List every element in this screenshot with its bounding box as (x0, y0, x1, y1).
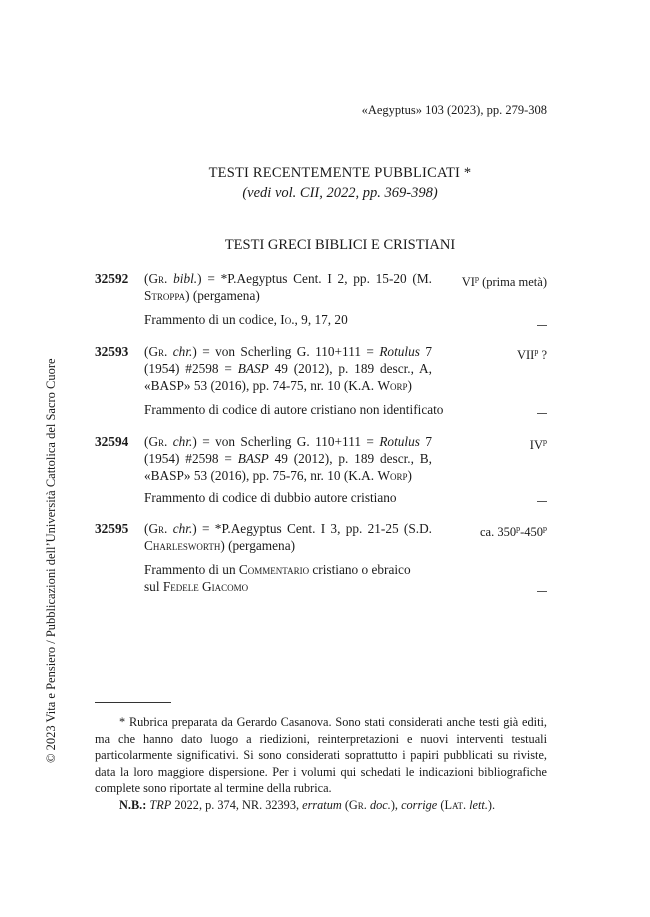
entry-number: 32594 (95, 434, 129, 449)
entry-reference: (Gr. bibl.) = *P.Aegyptus Cent. I 2, pp. 15-20 (M. Stroppa) (pergamena) (144, 271, 432, 303)
footnote-rule (95, 702, 171, 703)
footnote-nb: N.B.: TRP 2022, p. 374, NR. 32393, erratum (Gr. doc.), corrige (Lat. lett.). (119, 797, 496, 812)
journal-reference: «Aegyptus» 103 (2023), pp. 279-308 (361, 103, 547, 117)
ref-text: = *P.Aegyptus Cent. I 2, pp. 15-20 (M. (207, 271, 432, 286)
entry-number: 32595 (95, 521, 129, 536)
entry-dash (537, 501, 547, 502)
page-subtitle: (vedi vol. CII, 2022, pp. 369-398) (242, 185, 438, 201)
entry-date: $VI^p$ (prima metà) (461, 274, 547, 290)
entry-date: $IV^p$ (529, 437, 547, 453)
footnote-text: * Rubrica preparata da Gerardo Casanova. Sono stati considerati anche testi già editi, ma che hanno dato luogo a riedizioni, reinterpretazioni e nuovi interventi testuali particolarmente significativi. Si sono considerati soprattutto i papiri pubblicati su riviste, data la loro maggiore dispersione. Per i volumi qui schedati le indicazioni bibliografiche complete sono riportate al termine della rubrica. (95, 715, 547, 795)
footnote (95, 714, 547, 813)
entry-reference: (Gr. chr.) = von Scherling G. 110+111 = Rotulus 7 (1954) #2598 = BASP 49 (2012), p. 189 descr., A, «BASP» 53 (2016), pp. 74-75, nr. 10 (K.A. Worp) (144, 344, 432, 393)
category-abbr: Gr. (148, 271, 168, 286)
entry-description: Frammento di un codice, Io., 9, 17, 20 (144, 312, 348, 327)
entry-number: 32593 (95, 344, 129, 359)
entry-description: Frammento di codice di dubbio autore cristiano (144, 490, 397, 505)
author-name: Stroppa (144, 288, 186, 303)
entry-description: Frammento di codice di autore cristiano non identificato (144, 402, 444, 417)
ref-tail: ) (pergamena) (185, 288, 260, 303)
copyright-sidebar: © 2023 Vita e Pensiero / Pubblicazioni dell’Università Cattolica del Sacro Cuore (44, 358, 58, 763)
entry-dash (537, 325, 547, 326)
entry-date: ca. 350$^p$-450$^p$ (479, 524, 547, 540)
entry-reference: (Gr. chr.) = von Scherling G. 110+111 = Rotulus 7 (1954) #2598 = BASP 49 (2012), p. 189 descr., B, «BASP» 53 (2016), pp. 75-76, nr. 10 (K.A. Worp) (144, 434, 432, 483)
entry-number: 32592 (95, 271, 129, 286)
page-title: TESTI RECENTEMENTE PUBBLICATI * (208, 165, 472, 181)
category-type: bibl. (173, 271, 198, 286)
entry-description: Frammento di un Commentario cristiano o ebraico sul Fedele Giacomo (144, 562, 411, 594)
entry-reference: (Gr. chr.) = *P.Aegyptus Cent. I 3, pp. 21-25 (S.D. Charlesworth) (pergamena) (144, 521, 433, 553)
entry-dash (537, 591, 547, 592)
entry-dash (537, 413, 547, 414)
section-title: TESTI GRECI BIBLICI E CRISTIANI (224, 237, 456, 253)
entry-date: VII$^p$ ? (516, 347, 547, 363)
